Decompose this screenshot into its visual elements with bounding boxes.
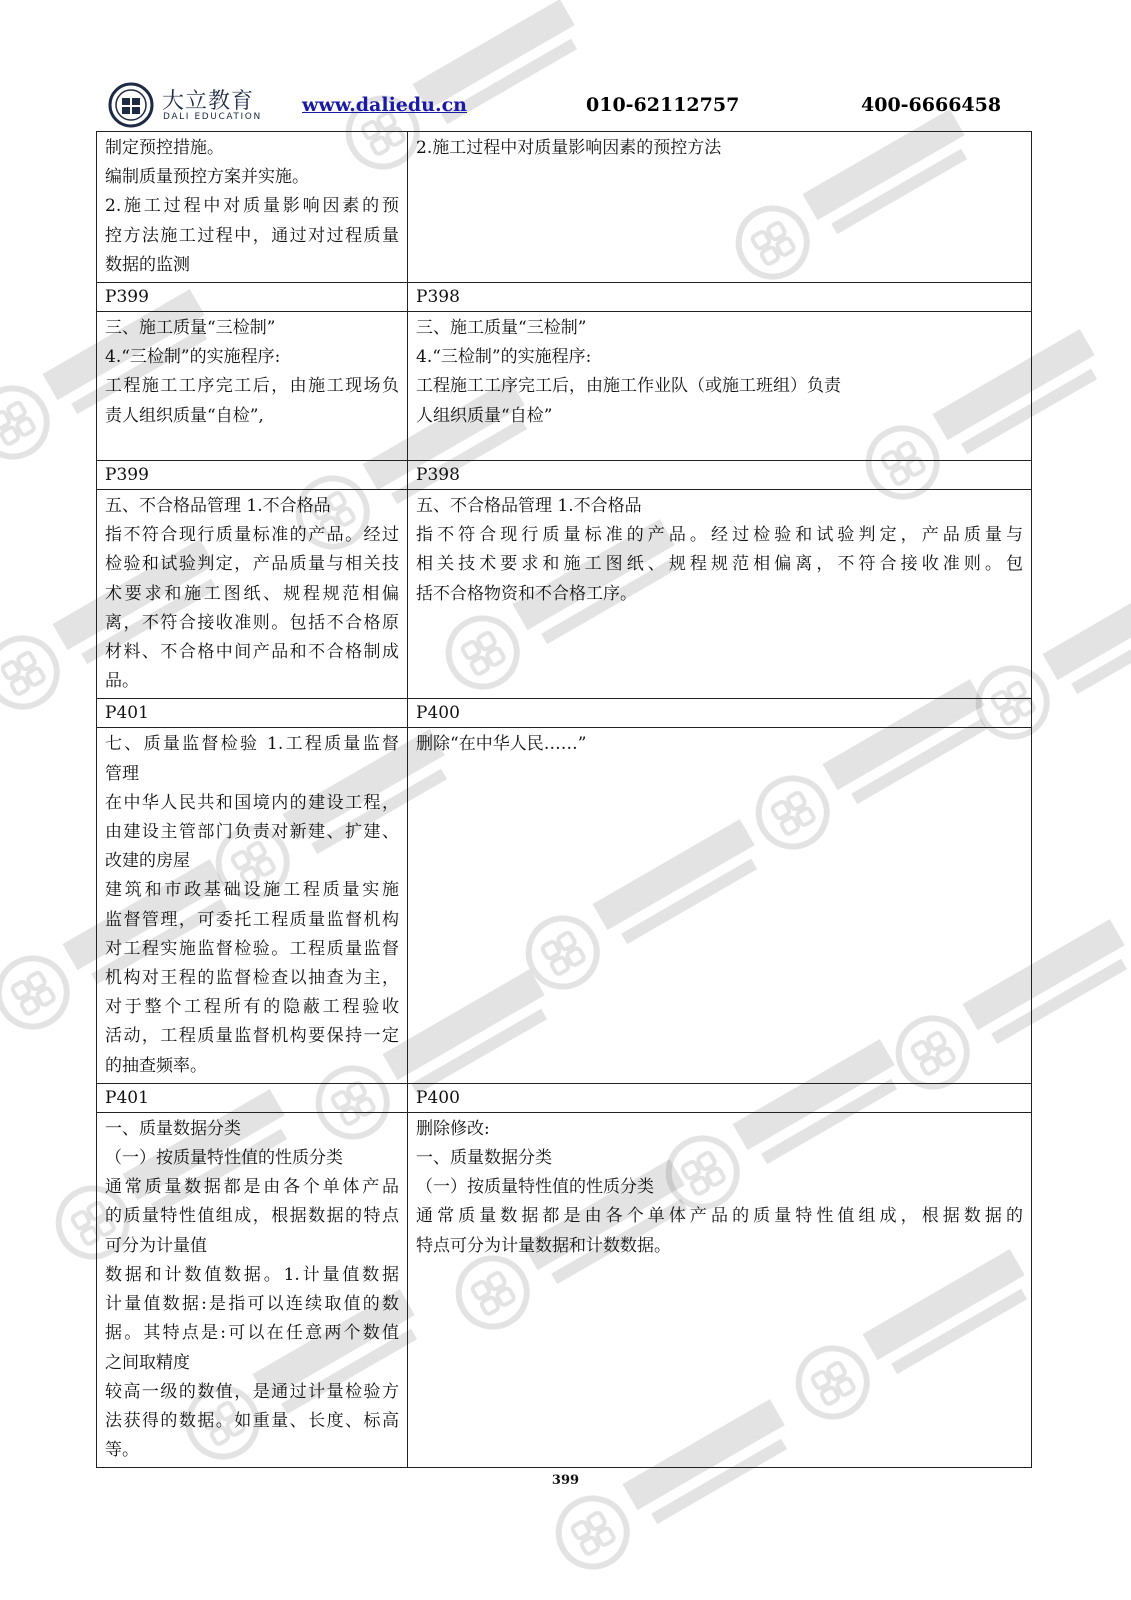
logo-chinese-name: 大立教育 xyxy=(162,89,255,114)
table-row xyxy=(97,312,1032,461)
cell-line: 控方法施工过程中，通过对过程质量 xyxy=(105,225,399,246)
cell-line: 改建的房屋 xyxy=(105,851,190,872)
cell-line: 对工程实施监督检验。工程质量监督 xyxy=(105,938,399,959)
cell-line: 计量值数据:是指可以连续取值的数 xyxy=(105,1294,399,1315)
new-page-ref: P400 xyxy=(408,1083,1032,1112)
cell-line: （一）按质量特性值的性质分类 xyxy=(105,1148,343,1169)
cell-line: 一、质量数据分类 xyxy=(416,1148,552,1169)
cell-line: 三、施工质量“三检制” xyxy=(416,318,587,339)
old-text-cell xyxy=(97,132,408,283)
cell-line: 三、施工质量“三检制” xyxy=(105,318,276,339)
table-row xyxy=(97,132,1032,283)
cell-line: 较高一级的数值，是通过计量检验方 xyxy=(105,1381,399,1402)
new-page-ref: P400 xyxy=(408,699,1032,728)
old-page-ref: P401 xyxy=(97,699,408,728)
logo-emblem-icon xyxy=(108,82,154,128)
cell-line: 据。其特点是:可以在任意两个数值 xyxy=(105,1323,399,1344)
cell-line: 在中华人民共和国境内的建设工程， xyxy=(105,792,399,813)
cell-line: 活动，工程质量监督机构要保持一定 xyxy=(105,1026,399,1047)
cell-line: 检验和试验判定，产品质量与相关技 xyxy=(105,554,399,575)
cell-line: 的抽查频率。 xyxy=(105,1055,207,1076)
cell-line: 之间取精度 xyxy=(105,1352,190,1373)
old-page-ref: P401 xyxy=(97,1083,408,1112)
cell-line: 2.施工过程中对质量影响因素的预 xyxy=(105,196,399,217)
cell-line: 指不符合现行质量标准的产品。经过检验和试验判定，产品质量与 xyxy=(416,525,1023,546)
page-number: 399 xyxy=(551,1473,580,1488)
table-row xyxy=(97,1112,1032,1467)
page-ref-row xyxy=(97,461,1032,490)
new-page-ref: P398 xyxy=(408,461,1032,490)
cell-line: 离，不符合接收准则。包括不合格原 xyxy=(105,612,399,633)
new-text-cell xyxy=(408,1112,1032,1467)
cell-line: 术要求和施工图纸、规程规范相偏 xyxy=(105,583,399,604)
old-text-cell xyxy=(97,1112,408,1467)
cell-line: 数据和计数值数据。1.计量值数据 xyxy=(105,1264,399,1285)
cell-line: 机构对王程的监督检查以抽查为主， xyxy=(105,968,399,989)
old-text-cell xyxy=(97,728,408,1083)
cell-line: 的质量特性值组成，根据数据的特点 xyxy=(105,1206,399,1227)
logo-english-name: DALI EDUCATION xyxy=(163,112,262,122)
cell-line: 五、不合格品管理 1.不合格品 xyxy=(105,496,331,517)
page-ref-row xyxy=(97,283,1032,312)
cell-line: 删除修改: xyxy=(416,1118,490,1139)
cell-line: 监督管理，可委托工程质量监督机构 xyxy=(105,909,399,930)
phone-number-primary: 010-62112757 xyxy=(586,94,740,116)
cell-line: 建筑和市政基础设施工程质量实施 xyxy=(105,880,399,901)
cell-line: 由建设主管部门负责对新建、扩建、 xyxy=(105,822,399,843)
cell-line: 人组织质量“自检” xyxy=(416,405,553,426)
cell-line: 七、质量监督检验 1.工程质量监督 xyxy=(105,734,399,755)
cell-line: 4.“三检制”的实施程序: xyxy=(105,347,281,368)
cell-line: 一、质量数据分类 xyxy=(105,1118,241,1139)
new-text-cell xyxy=(408,490,1032,699)
old-text-cell xyxy=(97,490,408,699)
page-header xyxy=(96,82,1036,128)
cell-line: 等。 xyxy=(105,1440,139,1461)
cell-line: 五、不合格品管理 1.不合格品 xyxy=(416,496,642,517)
cell-line: 工程施工工序完工后，由施工现场负 xyxy=(105,376,399,397)
website-link[interactable]: www.daliedu.cn xyxy=(302,94,467,116)
cell-line: 对于整个工程所有的隐蔽工程验收 xyxy=(105,997,399,1018)
cell-line: 管理 xyxy=(105,763,139,784)
phone-number-hotline: 400-6666458 xyxy=(861,94,1002,116)
brand-logo xyxy=(108,82,268,128)
cell-line: 数据的监测 xyxy=(105,254,190,275)
new-text-cell xyxy=(408,728,1032,1083)
cell-line: 法获得的数据。如重量、长度、标高 xyxy=(105,1410,399,1431)
cell-line: 通常质量数据都是由各个单体产品 xyxy=(105,1177,399,1198)
old-page-ref: P399 xyxy=(97,461,408,490)
cell-line: 相关技术要求和施工图纸、规程规范相偏离，不符合接收准则。包 xyxy=(416,554,1023,575)
cell-line: 材料、不合格中间产品和不合格制成 xyxy=(105,642,399,663)
old-text-cell xyxy=(97,312,408,461)
cell-line: 工程施工工序完工后，由施工作业队（或施工班组）负责 xyxy=(416,376,841,397)
table-row xyxy=(97,728,1032,1083)
cell-line: 通常质量数据都是由各个单体产品的质量特性值组成，根据数据的 xyxy=(416,1206,1023,1227)
comparison-table xyxy=(96,131,1032,1468)
new-text-cell xyxy=(408,312,1032,461)
table-row xyxy=(97,490,1032,699)
cell-line: 编制质量预控方案并实施。 xyxy=(105,167,309,188)
page-ref-row xyxy=(97,1083,1032,1112)
page-ref-row xyxy=(97,699,1032,728)
cell-line: 可分为计量值 xyxy=(105,1235,207,1256)
cell-line: 制定预控措施。 xyxy=(105,138,224,158)
new-text-cell xyxy=(408,132,1032,283)
cell-line: （一）按质量特性值的性质分类 xyxy=(416,1177,654,1198)
cell-line: 责人组织质量“自检”, xyxy=(105,405,264,426)
cell-line: 品。 xyxy=(105,671,139,692)
cell-line: 删除“在中华人民……” xyxy=(416,734,587,755)
cell-line: 特点可分为计量数据和计数数据。 xyxy=(416,1235,671,1256)
old-page-ref: P399 xyxy=(97,283,408,312)
cell-line: 括不合格物资和不合格工序。 xyxy=(416,583,637,604)
cell-line: 2.施工过程中对质量影响因素的预控方法 xyxy=(416,138,722,158)
new-page-ref: P398 xyxy=(408,283,1032,312)
cell-line: 指不符合现行质量标准的产品。经过 xyxy=(105,525,399,546)
cell-line: 4.“三检制”的实施程序: xyxy=(416,347,592,368)
